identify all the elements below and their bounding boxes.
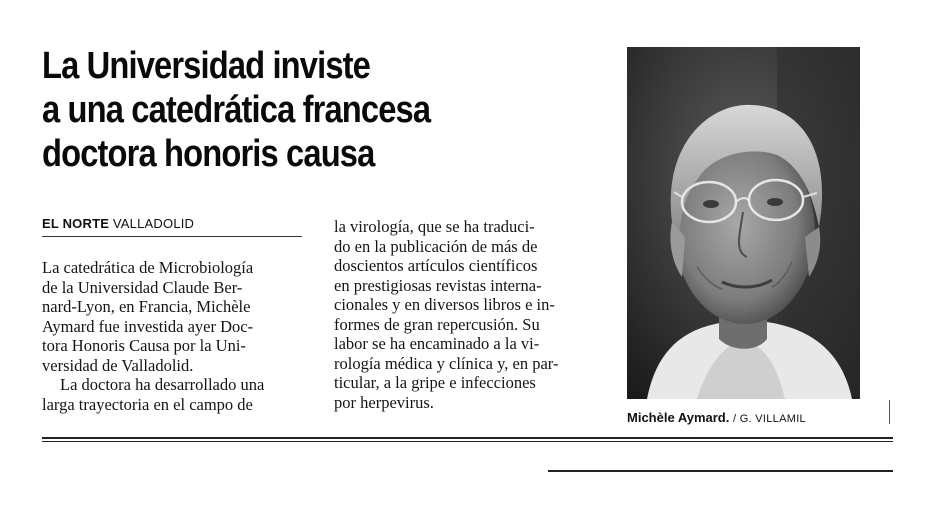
paragraph-2: [42, 375, 304, 414]
headline-line: doctora honoris causa: [42, 133, 375, 175]
text-line: La catedrática de Microbiología: [42, 258, 254, 277]
caption-name: Michèle Aymard.: [627, 410, 730, 425]
headline-line: La Universidad inviste: [42, 45, 370, 87]
photo-caption: [627, 410, 887, 425]
text-line: doscientos artículos científicos: [334, 256, 538, 275]
text-line: ticular, a la gripe e infecciones: [334, 373, 536, 392]
text-line: larga trayectoria en el campo de: [42, 394, 253, 414]
text-line: rología médica y clínica y, en par-: [334, 353, 559, 373]
portrait-photo: [627, 47, 860, 399]
text-line: versidad de Valladolid.: [42, 355, 194, 375]
text-line: la virología, que se ha traduci-: [334, 217, 535, 236]
text-line: cionales y en diversos libros e in-: [334, 295, 555, 314]
text-line: nard-Lyon, en Francia, Michèle: [42, 297, 251, 316]
byline-location: VALLADOLID: [112, 216, 195, 231]
paragraph-1: [42, 258, 304, 375]
text-line: por herpevirus.: [334, 392, 434, 412]
caption-credit: / G. VILLAMIL: [732, 413, 806, 425]
headline-line: a una catedrática francesa: [42, 89, 431, 131]
article-column-2: [334, 217, 600, 412]
vertical-divider: [889, 400, 890, 424]
text-line: La doctora ha desarrollado una: [60, 375, 265, 394]
byline-source: EL NORTE: [42, 216, 110, 231]
double-rule-divider: [42, 437, 893, 442]
text-line: en prestigiosas revistas interna-: [334, 275, 542, 295]
text-line: labor se ha encaminado a la vi-: [334, 334, 540, 353]
portrait-illustration: [627, 47, 860, 399]
text-line: formes de gran repercusión. Su: [334, 314, 540, 334]
paragraph-2-continued: [334, 217, 600, 412]
headline: [42, 44, 532, 176]
text-line: Aymard fue investida ayer Doc-: [42, 316, 254, 336]
text-line: de la Universidad Claude Ber-: [42, 277, 243, 297]
text-line: do en la publicación de más de: [334, 236, 538, 256]
byline: [42, 216, 302, 237]
bottom-rule-divider: [548, 470, 893, 472]
text-line: tora Honoris Causa por la Uni-: [42, 336, 246, 355]
article-column-1: [42, 258, 304, 414]
